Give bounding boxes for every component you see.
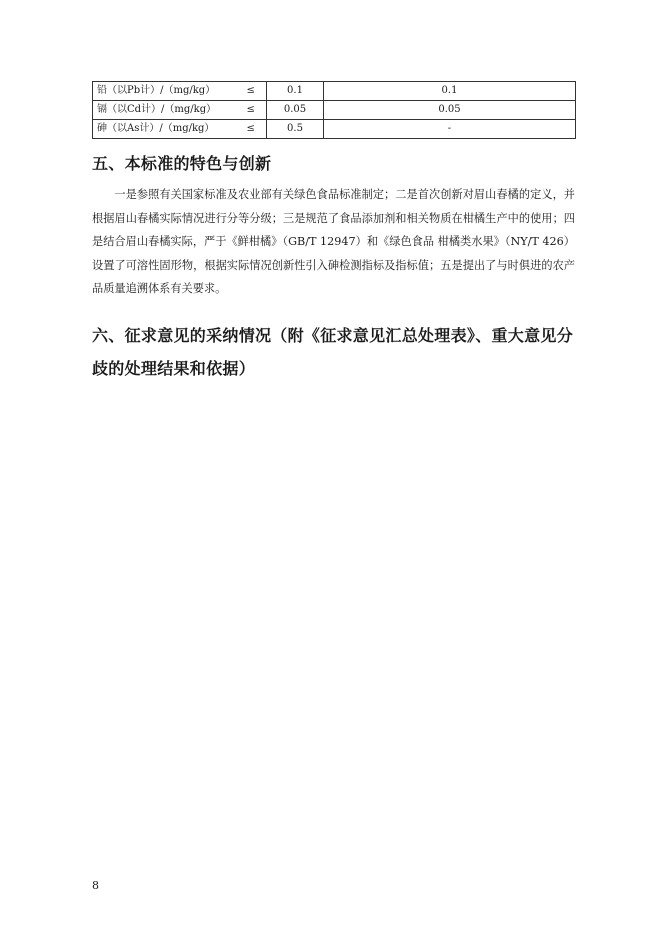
- table-cell-value: -: [324, 120, 576, 139]
- table-cell-value: 0.1: [267, 82, 324, 101]
- section-6-heading-line-2: 歧的处理结果和依据）: [92, 359, 256, 378]
- section-6-heading-line-1: 六、征求意见的采纳情况（附《征求意见汇总处理表》、重大意见分: [92, 326, 574, 345]
- table-row: [93, 82, 576, 101]
- section-5-heading: 五、本标准的特色与创新: [92, 154, 272, 173]
- table-cell-value: 0.5: [267, 120, 324, 139]
- table-cell-operator: ≤: [236, 101, 267, 120]
- heavy-metal-limits-table: [92, 81, 576, 139]
- table-cell-operator: ≤: [236, 120, 267, 139]
- table-cell-value: 0.05: [324, 101, 576, 120]
- table-cell-item: 镉（以Cd计）/（mg/kg）: [93, 101, 236, 120]
- table-row: [93, 101, 576, 120]
- table-cell-item: 砷（以As计）/（mg/kg）: [93, 120, 236, 139]
- table-cell-operator: ≤: [236, 82, 267, 101]
- table-cell-item: 铅（以Pb计）/（mg/kg）: [93, 82, 236, 101]
- page-number: 8: [92, 879, 99, 892]
- table-cell-value: 0.05: [267, 101, 324, 120]
- table-row: [93, 120, 576, 139]
- section-5-paragraph: 一是参照有关国家标准及农业部有关绿色食品标准制定；二是首次创新对眉山春橘的定义，并根据眉山春橘实际情况进行分等分级；三是规范了食品添加剂和相关物质在柑橘生产中的使用；四是结合眉山春橘实际，严于《鲜柑橘》（GB/T 12947）和《绿色食品 柑橘类水果》（NY/T 426）设置了可溶性固形物，根据实际情况创新性引入砷检测指标及指标值；五是提出了与时俱进的农产品质量追溯体系有关要求。: [92, 188, 575, 295]
- table-cell-value: 0.1: [324, 82, 576, 101]
